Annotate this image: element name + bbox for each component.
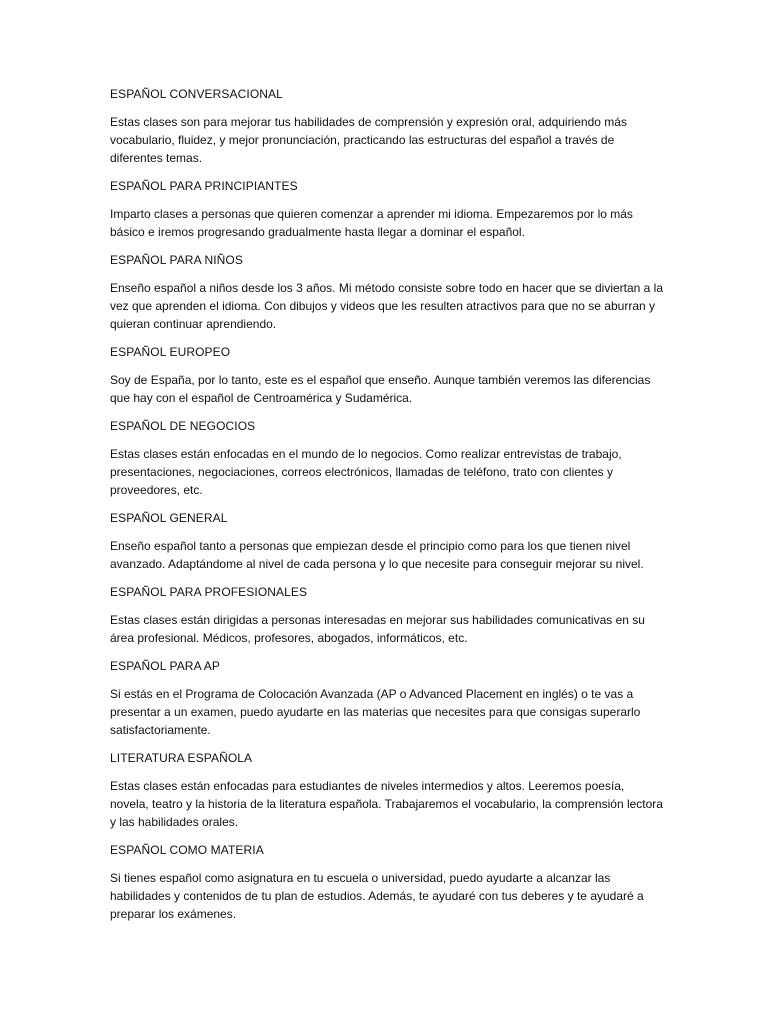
section-espanol-conversacional (110, 86, 666, 167)
section-espanol-general (110, 510, 666, 573)
section-heading: ESPAÑOL GENERAL (110, 511, 228, 525)
section-espanol-europeo (110, 344, 666, 407)
section-heading: LITERATURA ESPAÑOLA (110, 751, 253, 765)
section-paragraph: Si tienes español como asignatura en tu escuela o universidad, puedo ayudarte a alcanzar las habilidades y contenidos de tu plan de estudios. Además, te ayudaré con tus deberes y te ayudaré a preparar los exámenes. (110, 871, 644, 921)
section-heading: ESPAÑOL EUROPEO (110, 345, 231, 359)
section-paragraph: Imparto clases a personas que quieren comenzar a aprender mi idioma. Empezaremos por lo más básico e iremos progresando gradualmente hasta llegar a dominar el español. (110, 207, 633, 239)
section-paragraph: Si estás en el Programa de Colocación Avanzada (AP o Advanced Placement en inglés) o te vas a presentar a un examen, puedo ayudarte en las materias que necesites para que consigas superarlo satisfactoriamente. (110, 687, 641, 737)
section-espanol-profesionales (110, 584, 666, 647)
section-heading: ESPAÑOL PARA NIÑOS (110, 253, 243, 267)
section-paragraph: Estas clases son para mejorar tus habilidades de comprensión y expresión oral, adquiriendo más vocabulario, fluidez, y mejor pronunciación, practicando las estructuras del español a través de diferentes temas. (110, 115, 627, 165)
section-literatura-espanola (110, 750, 666, 831)
section-paragraph: Estas clases están enfocadas en el mundo de lo negocios. Como realizar entrevistas de trabajo, presentaciones, negociaciones, correos electrónicos, llamadas de teléfono, trato con clientes y proveedores, etc. (110, 447, 622, 497)
section-paragraph: Estas clases están dirigidas a personas interesadas en mejorar sus habilidades comunicativas en su área profesional. Médicos, profesores, abogados, informáticos, etc. (110, 613, 645, 645)
section-heading: ESPAÑOL PARA PROFESIONALES (110, 585, 308, 599)
section-paragraph: Soy de España, por lo tanto, este es el español que enseño. Aunque también veremos las diferencias que hay con el español de Centroamérica y Sudamérica. (110, 373, 651, 405)
section-heading: ESPAÑOL PARA AP (110, 659, 220, 673)
section-espanol-ap (110, 658, 666, 739)
section-heading: ESPAÑOL CONVERSACIONAL (110, 87, 283, 101)
section-espanol-materia (110, 842, 666, 923)
section-heading: ESPAÑOL DE NEGOCIOS (110, 419, 256, 433)
section-heading: ESPAÑOL PARA PRINCIPIANTES (110, 179, 298, 193)
section-espanol-principiantes (110, 178, 666, 241)
section-heading: ESPAÑOL COMO MATERIA (110, 843, 264, 857)
section-espanol-ninos (110, 252, 666, 333)
section-paragraph: Enseño español a niños desde los 3 años. Mi método consiste sobre todo en hacer que se diviertan a la vez que aprenden el idioma. Con dibujos y videos que les resulten atractivos para que no se aburran y quieran continuar aprendiendo. (110, 281, 664, 331)
section-espanol-negocios (110, 418, 666, 499)
document-page (110, 86, 666, 934)
section-paragraph: Enseño español tanto a personas que empiezan desde el principio como para los que tienen nivel avanzado. Adaptándome al nivel de cada persona y lo que necesite para conseguir mejorar su nivel. (110, 539, 644, 571)
section-paragraph: Estas clases están enfocadas para estudiantes de niveles intermedios y altos. Leeremos poesía, novela, teatro y la historia de la literatura española. Trabajaremos el vocabulario, la comprensión lectora y las habilidades orales. (110, 779, 663, 829)
